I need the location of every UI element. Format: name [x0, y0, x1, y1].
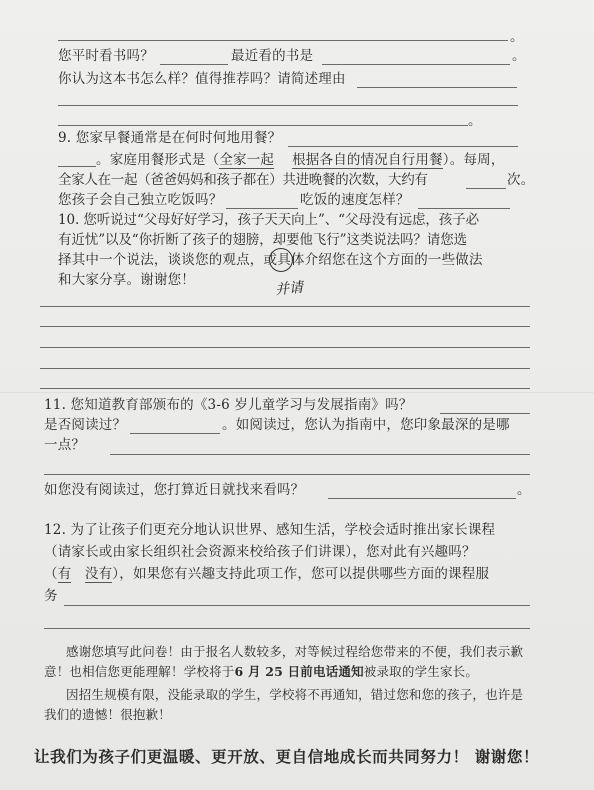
answer-line[interactable] [44, 474, 530, 475]
question-12-line-3: （有 没有），如果您有兴趣支持此项工作，您可以提供哪些方面的课程服 [44, 566, 490, 582]
option-yes[interactable]: 有 [57, 566, 72, 582]
answer-line[interactable] [40, 306, 530, 307]
thanks-paragraph-line-2: 意！也相信您更能理解！学校将于6 月 25 日前电话通知被录取的学生家长。 [44, 664, 479, 679]
answer-line[interactable] [110, 454, 530, 455]
question-9-speed: 吃饭的速度怎样？ [300, 192, 410, 208]
answer-line[interactable] [40, 347, 530, 348]
question-10-line-4: 和大家分享。谢谢您！ [58, 272, 195, 288]
answer-line[interactable] [40, 388, 530, 389]
question-9-meal-form: 。家庭用餐形式是（全家一起 根据各自的情况自行用餐）。每周， [96, 152, 505, 168]
answer-line[interactable] [226, 208, 298, 209]
question-10-line-3: 择其中一个说法，谈谈您的观点，或具体介绍您在这个方面的一些做法 [58, 252, 483, 268]
closing-slogan: 让我们为孩子们更温暖、更开放、更自信地成长而共同努力！ 谢谢您！ [34, 747, 540, 766]
answer-line[interactable] [64, 605, 530, 606]
answer-line[interactable] [357, 87, 517, 88]
question-recent-book: 最近看的书是 [231, 48, 314, 64]
question-9-dinner-count: 全家人在一起（爸爸妈妈和孩子都在）共进晚餐的次数，大约有 [58, 172, 428, 188]
question-11-read: 是否阅读过？ [44, 417, 127, 433]
answer-line[interactable] [160, 64, 228, 65]
answer-line[interactable] [288, 146, 518, 147]
end-mark: 。 [510, 29, 524, 45]
question-11-point: 一点？ [44, 437, 86, 453]
question-12-line-4: 务 [44, 588, 58, 604]
question-12-line-1: 12. 为了让孩子们更充分地认识世界、感知生活，学校会适时推出家长课程 [44, 522, 496, 538]
answer-line[interactable] [130, 433, 220, 434]
option-no[interactable]: 没有 [84, 566, 113, 582]
answer-line[interactable] [58, 105, 518, 106]
end-mark: 。 [468, 113, 482, 129]
option-separately[interactable]: 根据各自的情况自行用餐 [292, 152, 443, 168]
question-9: 9. 您家早餐通常是在何时何地用餐？ [58, 130, 282, 146]
unit-times: 次。 [507, 172, 535, 188]
answer-line[interactable] [466, 188, 506, 189]
question-10-line-1: 10. 您听说过“父母好好学习，孩子天天向上”、“父母没有远虑，孩子必 [58, 212, 479, 228]
end-mark: 。 [512, 48, 526, 64]
thanks-paragraph-line-1: 感谢您填写此问卷！由于报名人数较多，对等候过程给您带来的不便，我们表示歉 [66, 644, 524, 659]
question-11-impression: 。如阅读过，您认为指南中，您印象最深的是哪 [222, 417, 510, 433]
circled-char: 或 [263, 252, 278, 268]
answer-line[interactable] [328, 498, 516, 499]
answer-line[interactable] [40, 368, 530, 369]
end-mark: 。 [517, 482, 531, 498]
answer-line[interactable] [44, 628, 530, 629]
option-together[interactable]: 全家一起 [219, 152, 275, 168]
question-9-eat-alone: 您孩子会自己独立吃饭吗？ [58, 192, 223, 208]
answer-line[interactable] [58, 166, 96, 167]
notice-paragraph-line-1: 因招生规模有限，没能录取的学生，学校将不再通知，错过您和您的孩子，也许是 [66, 687, 524, 702]
answer-line[interactable] [58, 40, 508, 41]
question-11: 11. 您知道教育部颁布的《3-6 岁儿童学习与发展指南》吗？ [44, 397, 413, 413]
question-10-line-2: 有近忧”以及“你折断了孩子的翅膀，却要他飞行”这类说法吗？请您选 [58, 232, 468, 248]
question-12-line-2: （请家长或由家长组织社会资源来校给孩子们讲课），您对此有兴趣吗？ [44, 544, 476, 560]
answer-line[interactable] [440, 413, 530, 414]
question-reading-habit: 您平时看书吗？ [58, 48, 154, 64]
answer-line[interactable] [322, 64, 510, 65]
question-book-opinion: 你认为这本书怎么样？值得推荐吗？请简述理由 [58, 71, 346, 87]
notice-date: 6 月 25 日前电话通知 [234, 664, 364, 679]
question-11-plan: 如您没有阅读过，您打算近日就找来看吗？ [44, 482, 305, 498]
handwritten-circle [269, 248, 293, 272]
handwritten-note: 并请 [274, 279, 304, 299]
answer-line[interactable] [58, 125, 468, 126]
answer-line[interactable] [40, 326, 530, 327]
notice-paragraph-line-2: 我们的遗憾！很抱歉！ [44, 707, 172, 722]
answer-line[interactable] [418, 208, 510, 209]
